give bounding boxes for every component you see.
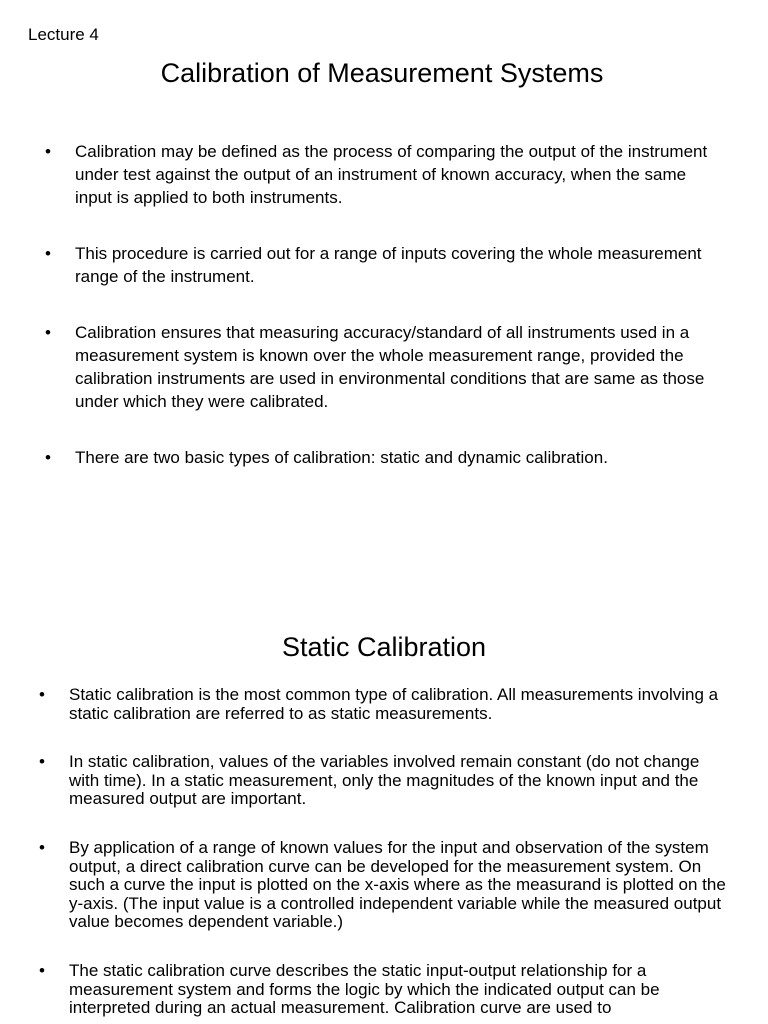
- list-item-text: Calibration ensures that measuring accuracy/standard of all instruments used in a measurement system is known over the whole measurement range, provided the calibration instruments are used in environmental conditions that are same as those under which they were calibrated.: [75, 323, 705, 411]
- list-item-text: In static calibration, values of the variables involved remain constant (do not change with time). In a static measurement, only the magnitudes of the known input and the measured output are important.: [69, 752, 700, 809]
- list-item: [0, 140, 715, 209]
- list-item: [0, 753, 729, 809]
- list-item-text: There are two basic types of calibration: static and dynamic calibration.: [75, 448, 608, 467]
- section-title-calibration: Calibration of Measurement Systems: [160, 58, 604, 88]
- section-title-static-calibration: Static Calibration: [281, 632, 487, 662]
- list-item: [0, 446, 715, 469]
- list-item: [0, 321, 715, 413]
- bullet-icon: •: [45, 448, 51, 467]
- list-item-text: This procedure is carried out for a range of inputs covering the whole measurement range of the instrument.: [75, 244, 702, 286]
- list-item-text: The static calibration curve describes the static input-output relationship for a measurement system and forms the logic by which the indicated output can be interpreted during an actual measurement. Calibration curve are used to: [69, 960, 660, 1018]
- list-item: [0, 686, 729, 723]
- list-item-text: By application of a range of known values for the input and observation of the system output, a direct calibration curve can be developed for the measurement system. On such a curve the input is plotted on the x-axis where as the measurand is plotted on the y-axis. (The input value is a controlled independent variable while the measured output value becomes dependent variable.): [69, 837, 726, 932]
- bullet-icon: •: [39, 685, 45, 704]
- list-item-text: Calibration may be defined as the process of comparing the output of the instrument under test against the output of an instrument of known accuracy, when the same input is applied to both instruments.: [75, 142, 708, 207]
- calibration-bullet-list: [0, 140, 768, 502]
- lecture-label: Lecture 4: [28, 25, 99, 44]
- list-item: [0, 962, 729, 1018]
- bullet-icon: •: [45, 323, 51, 342]
- bullet-icon: •: [39, 960, 45, 980]
- static-calibration-bullet-list: [0, 686, 768, 1024]
- bullet-icon: •: [45, 244, 51, 263]
- bullet-icon: •: [45, 142, 51, 161]
- list-item-text: Static calibration is the most common type of calibration. All measurements involving a static calibration are referred to as static measurements.: [69, 685, 719, 723]
- list-item: [0, 839, 729, 932]
- list-item: [0, 242, 715, 288]
- bullet-icon: •: [39, 752, 45, 772]
- bullet-icon: •: [39, 837, 45, 857]
